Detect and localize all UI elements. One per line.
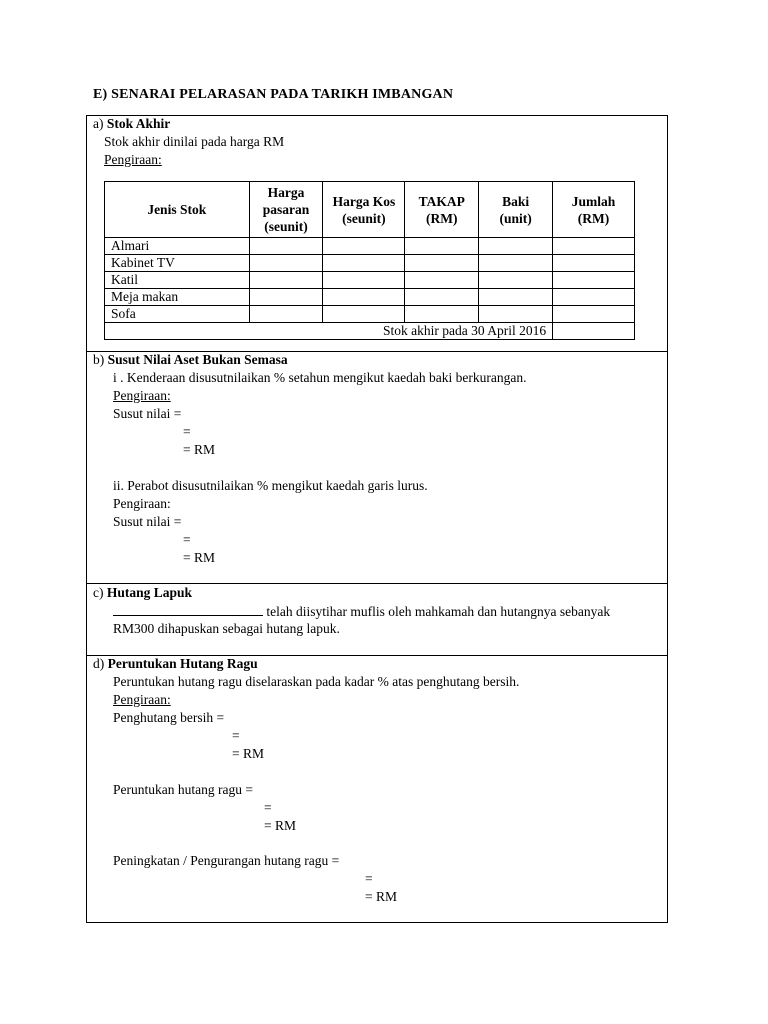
- table-row: [105, 306, 635, 323]
- section-a-title: Stok Akhir: [106, 116, 171, 131]
- section-d-peruntukan-eq: =: [264, 800, 272, 815]
- col-header: Harga pasaran (seunit): [249, 182, 323, 238]
- table-cell[interactable]: [323, 238, 405, 255]
- section-d-peningkatan-eq: =: [365, 871, 373, 886]
- section-d-peningkatan-rm: = RM: [365, 889, 397, 904]
- section-b-title: Susut Nilai Aset Bukan Semasa: [107, 352, 288, 367]
- stock-table-header: [105, 182, 635, 238]
- section-b-ii-text: ii. Perabot disusutnilaikan % mengikut kaedah garis lurus.: [113, 478, 428, 493]
- section-b-ii-pengiraan: Pengiraan:: [113, 496, 171, 511]
- section-c-line1-text: telah diisytihar muflis oleh mahkamah dan hutangnya sebanyak: [266, 604, 611, 619]
- table-cell[interactable]: [405, 272, 479, 289]
- section-d-line1: Peruntukan hutang ragu diselaraskan pada kadar % atas penghutang bersih.: [113, 674, 520, 689]
- table-cell[interactable]: [405, 255, 479, 272]
- section-d-penghutang-eq: =: [232, 728, 240, 743]
- table-cell[interactable]: [479, 289, 553, 306]
- table-cell[interactable]: [479, 255, 553, 272]
- section-d-peningkatan: Peningkatan / Pengurangan hutang ragu =: [113, 853, 340, 868]
- section-b-label: b): [93, 352, 105, 367]
- section-d-title: Peruntukan Hutang Ragu: [107, 656, 258, 671]
- row-label: Meja makan: [105, 289, 250, 306]
- table-cell[interactable]: [323, 255, 405, 272]
- total-label: Stok akhir pada 30 April 2016: [105, 323, 553, 340]
- section-b-i-susut: Susut nilai =: [113, 406, 182, 421]
- row-label: Kabinet TV: [105, 255, 250, 272]
- col-header: TAKAP (RM): [405, 182, 479, 238]
- name-blank[interactable]: [113, 603, 263, 616]
- table-cell[interactable]: [405, 289, 479, 306]
- table-row: [105, 272, 635, 289]
- table-cell[interactable]: [479, 272, 553, 289]
- table-cell[interactable]: [323, 289, 405, 306]
- section-b-heading: [93, 352, 288, 368]
- table-row: [105, 289, 635, 306]
- total-row: [105, 323, 635, 340]
- section-a-line1: Stok akhir dinilai pada harga RM: [104, 134, 285, 149]
- table-cell[interactable]: [553, 272, 635, 289]
- section-d-penghutang-rm: = RM: [232, 746, 264, 761]
- table-cell[interactable]: [405, 306, 479, 323]
- section-d-peruntukan: Peruntukan hutang ragu =: [113, 782, 253, 797]
- section-d-peruntukan-rm: = RM: [264, 818, 296, 833]
- section-d-label: d): [93, 656, 105, 671]
- section-b-ii-eq: =: [183, 532, 191, 547]
- table-cell[interactable]: [553, 255, 635, 272]
- table-row: [105, 255, 635, 272]
- section-b-i-text: i . Kenderaan disusutnilaikan % setahun mengikut kaedah baki berkurangan.: [113, 370, 527, 385]
- section-d-penghutang: Penghutang bersih =: [113, 710, 225, 725]
- section-a-label: a): [93, 116, 104, 131]
- table-cell[interactable]: [479, 306, 553, 323]
- table-cell[interactable]: [249, 306, 323, 323]
- section-d-heading: [93, 656, 258, 672]
- section-c-title: Hutang Lapuk: [106, 585, 193, 600]
- section-b-i-pengiraan: Pengiraan:: [113, 388, 171, 403]
- section-b-i-eq: =: [183, 424, 191, 439]
- col-header: Baki (unit): [479, 182, 553, 238]
- section-c-label: c): [93, 585, 104, 600]
- section-b-ii-susut: Susut nilai =: [113, 514, 182, 529]
- total-cell[interactable]: [553, 323, 635, 340]
- table-row: [105, 238, 635, 255]
- col-header: Jumlah (RM): [553, 182, 635, 238]
- table-cell[interactable]: [249, 255, 323, 272]
- row-label: Sofa: [105, 306, 250, 323]
- table-cell[interactable]: [553, 289, 635, 306]
- section-b-ii-rm: = RM: [183, 550, 215, 565]
- table-cell[interactable]: [249, 289, 323, 306]
- section-c-line1: [113, 603, 610, 620]
- row-label: Almari: [105, 238, 250, 255]
- table-cell[interactable]: [323, 272, 405, 289]
- stock-table: [104, 181, 635, 340]
- section-b-i-rm: = RM: [183, 442, 215, 457]
- table-cell[interactable]: [553, 238, 635, 255]
- col-header: Jenis Stok: [105, 182, 250, 238]
- section-d-pengiraan: Pengiraan:: [113, 692, 171, 707]
- table-cell[interactable]: [405, 238, 479, 255]
- section-c-line2: RM300 dihapuskan sebagai hutang lapuk.: [113, 621, 340, 636]
- table-cell[interactable]: [323, 306, 405, 323]
- section-c-heading: [93, 585, 192, 601]
- page-title: E) SENARAI PELARASAN PADA TARIKH IMBANGAN: [93, 87, 454, 102]
- row-label: Katil: [105, 272, 250, 289]
- table-cell[interactable]: [249, 272, 323, 289]
- table-cell[interactable]: [553, 306, 635, 323]
- table-cell[interactable]: [249, 238, 323, 255]
- divider-b-c: [86, 583, 668, 584]
- section-a-heading: [93, 116, 170, 132]
- col-header: Harga Kos (seunit): [323, 182, 405, 238]
- table-cell[interactable]: [479, 238, 553, 255]
- section-a-pengiraan: Pengiraan:: [104, 152, 162, 167]
